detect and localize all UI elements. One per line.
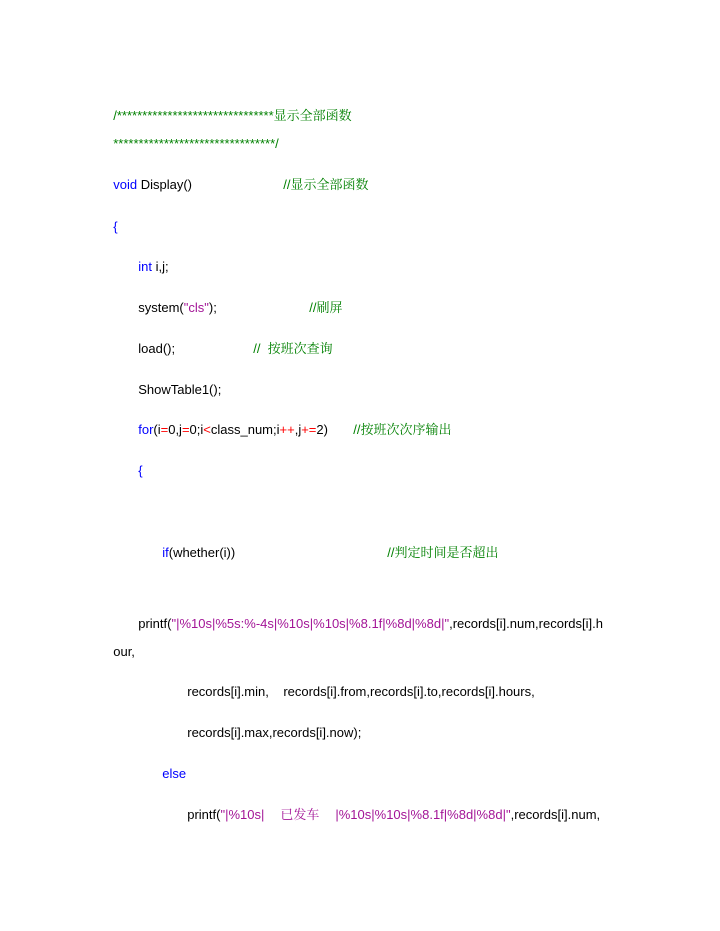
brace: { xyxy=(138,463,143,478)
showtable-call xyxy=(131,366,221,398)
statement: load(); xyxy=(138,341,176,356)
keyword-void: void xyxy=(113,177,138,192)
operator: = xyxy=(181,422,190,437)
keyword-else: else xyxy=(162,766,187,781)
printf-wrap xyxy=(106,628,135,660)
int-declaration xyxy=(131,243,169,275)
arguments: ,records[i].num,records[i].h xyxy=(449,616,603,631)
for-part: 0;i xyxy=(189,422,204,437)
printf-call-2 xyxy=(180,791,600,823)
for-part: 0,j xyxy=(168,422,182,437)
comment-text: /*******************************显示全部函数 xyxy=(113,108,352,123)
load-call xyxy=(131,325,175,357)
operator: = xyxy=(160,422,169,437)
departed-text: 已发车 xyxy=(280,807,320,822)
function-comment xyxy=(276,161,368,193)
comment-text: //判定时间是否超出 xyxy=(387,545,499,560)
keyword-for: for xyxy=(138,422,154,437)
for-part: (i xyxy=(153,422,161,437)
comment-text: // 按班次查询 xyxy=(253,341,333,356)
keyword-int: int xyxy=(138,259,152,274)
if-statement xyxy=(155,529,235,561)
call-prefix: system( xyxy=(138,300,184,315)
for-comment xyxy=(346,406,451,438)
variables: i,j; xyxy=(151,259,169,274)
call-suffix: ); xyxy=(208,300,217,315)
string-literal: "cls" xyxy=(183,300,209,315)
operator: < xyxy=(203,422,211,437)
statement: ShowTable1(); xyxy=(138,382,222,397)
function-signature xyxy=(106,161,192,193)
open-brace xyxy=(106,203,118,235)
comment-text: //刷屏 xyxy=(309,300,343,315)
printf-call-1 xyxy=(131,600,603,632)
header-comment-line-2 xyxy=(106,120,279,152)
system-call xyxy=(131,284,217,316)
for-part: class_num;i xyxy=(210,422,280,437)
call-prefix: printf( xyxy=(187,807,221,822)
loop-open-brace xyxy=(131,447,143,479)
brace: { xyxy=(113,219,118,234)
arguments: records[i].max,records[i].now); xyxy=(187,725,362,740)
comment-text: //按班次次序输出 xyxy=(353,422,452,437)
for-part: ,j xyxy=(294,422,302,437)
operator: ++ xyxy=(279,422,295,437)
if-comment xyxy=(380,529,498,561)
comment-text: ********************************/ xyxy=(113,136,279,151)
comment-text: //显示全部函数 xyxy=(283,177,369,192)
arguments: records[i].min, records[i].from,records[i].to,records[i].hours, xyxy=(187,684,535,699)
format-string-part: |%10s|%10s|%8.1f|%8d|%8d|" xyxy=(335,807,511,822)
printf-args-2 xyxy=(180,709,361,741)
wrapped-text: our, xyxy=(113,644,135,659)
for-part: 2) xyxy=(316,422,328,437)
keyword-if: if xyxy=(162,545,169,560)
for-loop xyxy=(131,406,328,438)
format-string-part: "|%10s| xyxy=(220,807,265,822)
else-keyword xyxy=(155,750,186,782)
condition: (whether(i)) xyxy=(168,545,236,560)
call-prefix: printf( xyxy=(138,616,172,631)
load-comment xyxy=(246,325,333,357)
function-name: Display() xyxy=(137,177,192,192)
printf-args-1 xyxy=(180,668,535,700)
arguments: ,records[i].num, xyxy=(510,807,601,822)
system-comment xyxy=(302,284,342,316)
format-string: "|%10s|%5s:%-4s|%10s|%10s|%8.1f|%8d|%8d|" xyxy=(171,616,450,631)
operator: += xyxy=(301,422,317,437)
